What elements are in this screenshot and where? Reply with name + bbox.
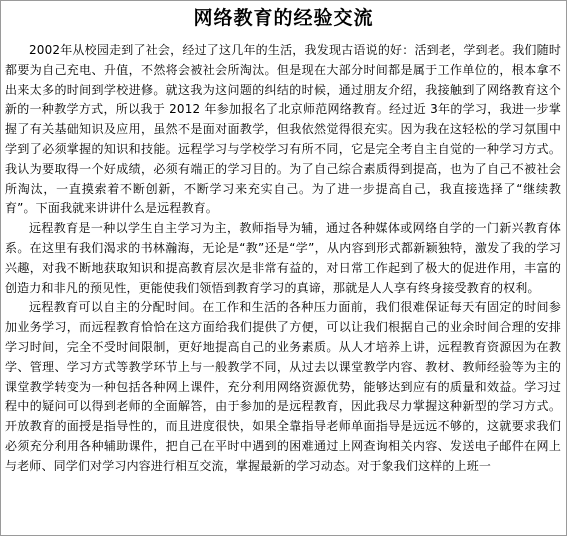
paragraph-time-management: 远程教育可以自主的分配时间。在工作和生活的各种压力面前，我们很难保证每天有固定的时间参加业务学习，而远程教育恰恰在这方面给我们提供了方便，可以让我们根据自己的业余时间合理的安排学习时间，完全不受时间限制，更好地提高自己的业务素质。从人才培养上讲，远程教育资源因为在教学、管理、学习方式等教学环节上与一般教学不同，从过去以课堂教学内容、教材、教师经验等为主的课堂教学转变为一种包括各种网上课件，充分利用网络资源优势，能够达到应有的质量和效益。学习过程中的疑问可以得到老师的全面解答，由于参加的是远程教育，因此我尽力掌握这种新型的学习方式。开放教育的面授是指导性的，而且进度很快，如果全靠指导老师单面指导是远远不够的，这就要求我们必须充分利用各种辅助课件，把自己在平时中遇到的困难通过上网查询相关内容、发送电子邮件在网上与老师、同学们对学习内容进行相互交流，掌握最新的学习动态。对于象我们这样的上班一 <box>5 300 561 473</box>
paragraph-intro: 2002年从校园走到了社会，经过了这几年的生活，我发现古语说的好：活到老，学到老。我们随时都要为自己充电、升值，不然将会被社会所淘汰。但是现在大部分时间都是属于工作单位的，根本拿不出来太多的时间到学校进修。就这我为这问题的纠结的时候，通过朋友介绍，我接触到了网络教育这个新的一种教学方式，所以我于 2012 年参加报名了北京师范网络教育。经过近 3年的学习，我进一步掌握了有关基础知识及应用，虽然不是面对面教学，但我依然觉得很充实。因为我在这轻松的学习氛围中学到了必须掌握的知识和技能。远程学习与学校学习有所不同，它是完全考自主自觉的一种学习方式。我认为要取得一个好成绩，必须有端正的学习目的。为了自己综合素质得到提高，也为了自己不被社会所淘汰，一直摸索着不断创新，不断学习来充实自己。为了进一步提高自己，我直接选择了“继续教育”。下面我就来讲讲什么是远程教育。 <box>5 43 561 216</box>
paragraph-definition: 远程教育是一种以学生自主学习为主，教师指导为辅，通过各种媒体或网络自学的一门新兴教育体系。在这里有我们渴求的书林瀚海，无论是“教”还是“学”，从内容到形式都新颖独特，激发了我的学习兴趣，对我不断地获取知识和提高教育层次是非常有益的，对日常工作起到了极大的促进作用，丰富的创造力和非凡的预见性，更能使我们领悟到教育学习的真谛，那就是人人享有终身接受教育的权利。 <box>5 221 561 295</box>
document-title: 网络教育的经验交流 <box>193 7 374 29</box>
document-body <box>5 41 561 477</box>
